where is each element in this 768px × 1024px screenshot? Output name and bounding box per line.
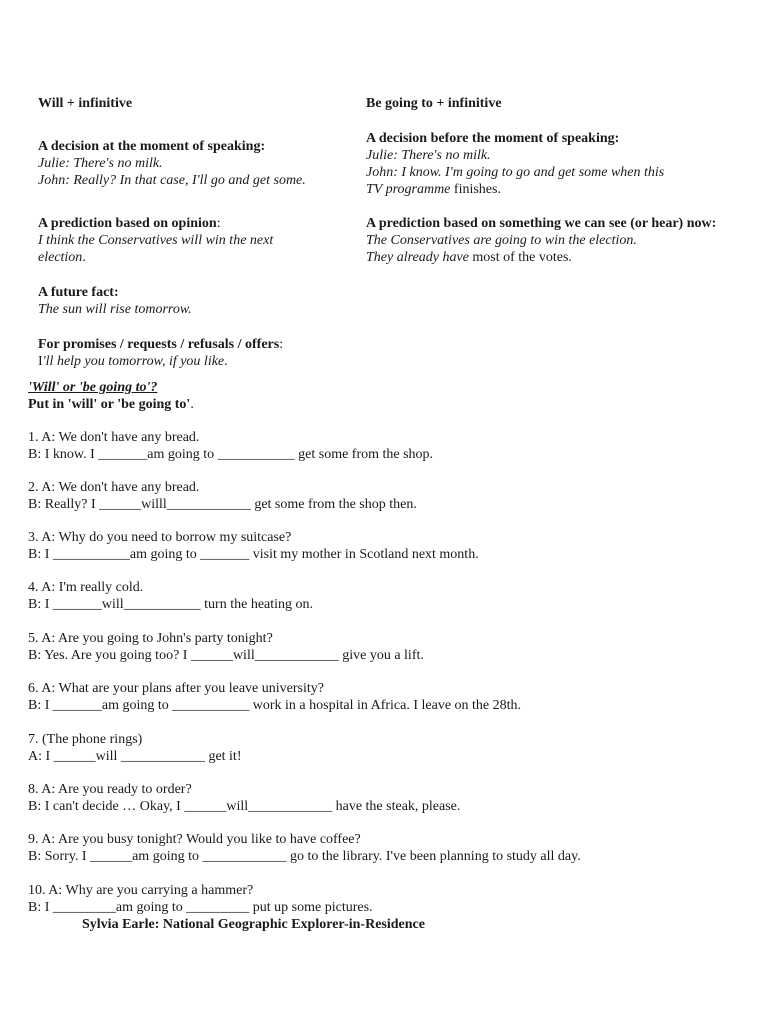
exercise-header bbox=[28, 379, 194, 413]
will-promises-first: I bbox=[38, 354, 43, 369]
exercise-instruction: Put in 'will' or 'be going to' bbox=[28, 397, 191, 412]
will-decision-line-1: Julie: There's no milk. bbox=[38, 156, 163, 171]
going-to-heading: Be going to + infinitive bbox=[366, 96, 502, 111]
going-to-decision-line-1: Julie: There's no milk. bbox=[366, 148, 491, 163]
exercise-item-prompt: 7. (The phone rings) bbox=[28, 732, 143, 747]
exercise-item-answer: B: Sorry. I ______am going to ____________ go to the library. I've been planning to study all day. bbox=[28, 849, 581, 864]
going-to-decision-title: A decision before the moment of speaking: bbox=[366, 131, 620, 146]
exercise-instruction-end: . bbox=[190, 397, 194, 412]
exercise-item-answer: B: Really? I ______willl____________ get some from the shop then. bbox=[28, 497, 417, 512]
going-to-decision-last-italic: TV programme bbox=[366, 182, 451, 197]
exercise-item bbox=[28, 781, 460, 815]
going-to-prediction-line-2-italic: They already have bbox=[366, 250, 469, 265]
going-to-decision-block bbox=[366, 130, 664, 198]
will-promises-colon: : bbox=[279, 337, 284, 352]
exercise-item bbox=[28, 529, 479, 563]
exercise-item bbox=[28, 429, 433, 463]
will-decision-block bbox=[38, 138, 306, 189]
exercise-item-prompt: 5. A: Are you going to John's party tonight? bbox=[28, 631, 273, 646]
exercise-item-answer: B: Yes. Are you going too? I ______will____________ give you a lift. bbox=[28, 648, 424, 663]
exercise-item-answer: B: I _______am going to ___________ work in a hospital in Africa. I leave on the 28th. bbox=[28, 698, 522, 713]
going-to-decision-last-normal: finishes. bbox=[450, 182, 501, 197]
exercise-item-answer: A: I ______will ____________ get it! bbox=[28, 749, 242, 764]
will-prediction-line-1: I think the Conservatives will win the next bbox=[38, 233, 274, 248]
will-prediction-block bbox=[38, 215, 273, 266]
going-to-prediction-line-2-normal: most of the votes. bbox=[468, 250, 572, 265]
going-to-prediction-title: A prediction based on something we can see (or hear) now: bbox=[366, 216, 717, 231]
going-to-decision-line-2: John: I know. I'm going to go and get some when this bbox=[366, 165, 665, 180]
will-fact-title: A future fact: bbox=[38, 285, 119, 300]
will-prediction-colon: : bbox=[216, 216, 221, 231]
exercise-item-prompt: 3. A: Why do you need to borrow my suitcase? bbox=[28, 530, 292, 545]
exercise-item-prompt: 6. A: What are your plans after you leave university? bbox=[28, 681, 324, 696]
exercise-item bbox=[28, 882, 373, 916]
exercise-item bbox=[28, 579, 313, 613]
will-prediction-line-2: election bbox=[38, 250, 83, 265]
exercise-item bbox=[28, 831, 581, 865]
exercise-item-answer: B: I _________am going to _________ put up some pictures. bbox=[28, 900, 373, 915]
will-heading: Will + infinitive bbox=[38, 96, 133, 111]
going-to-prediction-block bbox=[366, 215, 716, 266]
footer-caption: Sylvia Earle: National Geographic Explorer-in-Residence bbox=[82, 917, 425, 932]
exercise-item-answer: B: I can't decide … Okay, I ______will____________ have the steak, please. bbox=[28, 799, 461, 814]
will-promises-block bbox=[38, 336, 283, 370]
exercise-item-prompt: 2. A: We don't have any bread. bbox=[28, 480, 200, 495]
exercise-item-prompt: 9. A: Are you busy tonight? Would you like to have coffee? bbox=[28, 832, 361, 847]
exercise-title: 'Will' or 'be going to'? bbox=[28, 380, 158, 395]
will-fact-line: The sun will rise tomorrow. bbox=[38, 302, 192, 317]
will-promises-rest: 'll help you tomorrow, if you like bbox=[42, 354, 225, 369]
exercise-item bbox=[28, 680, 521, 714]
will-promises-title: For promises / requests / refusals / offers bbox=[38, 337, 280, 352]
will-decision-title: A decision at the moment of speaking: bbox=[38, 139, 266, 154]
exercise-item-prompt: 10. A: Why are you carrying a hammer? bbox=[28, 883, 254, 898]
will-prediction-end: . bbox=[82, 250, 86, 265]
exercise-item-prompt: 1. A: We don't have any bread. bbox=[28, 430, 200, 445]
will-fact-block bbox=[38, 284, 192, 318]
exercise-item bbox=[28, 630, 424, 664]
will-prediction-title: A prediction based on opinion bbox=[38, 216, 217, 231]
exercise-item-answer: B: I know. I _______am going to ___________ get some from the shop. bbox=[28, 447, 434, 462]
exercise-item bbox=[28, 479, 417, 513]
will-promises-end: . bbox=[224, 354, 228, 369]
exercise-item-answer: B: I ___________am going to _______ visit my mother in Scotland next month. bbox=[28, 547, 479, 562]
exercise-item-answer: B: I _______will___________ turn the heating on. bbox=[28, 597, 314, 612]
exercise-item-prompt: 4. A: I'm really cold. bbox=[28, 580, 144, 595]
going-to-prediction-line-1: The Conservatives are going to win the election. bbox=[366, 233, 637, 248]
exercise-item bbox=[28, 731, 242, 765]
will-decision-line-2: John: Really? In that case, I'll go and get some. bbox=[38, 173, 306, 188]
exercise-item-prompt: 8. A: Are you ready to order? bbox=[28, 782, 192, 797]
